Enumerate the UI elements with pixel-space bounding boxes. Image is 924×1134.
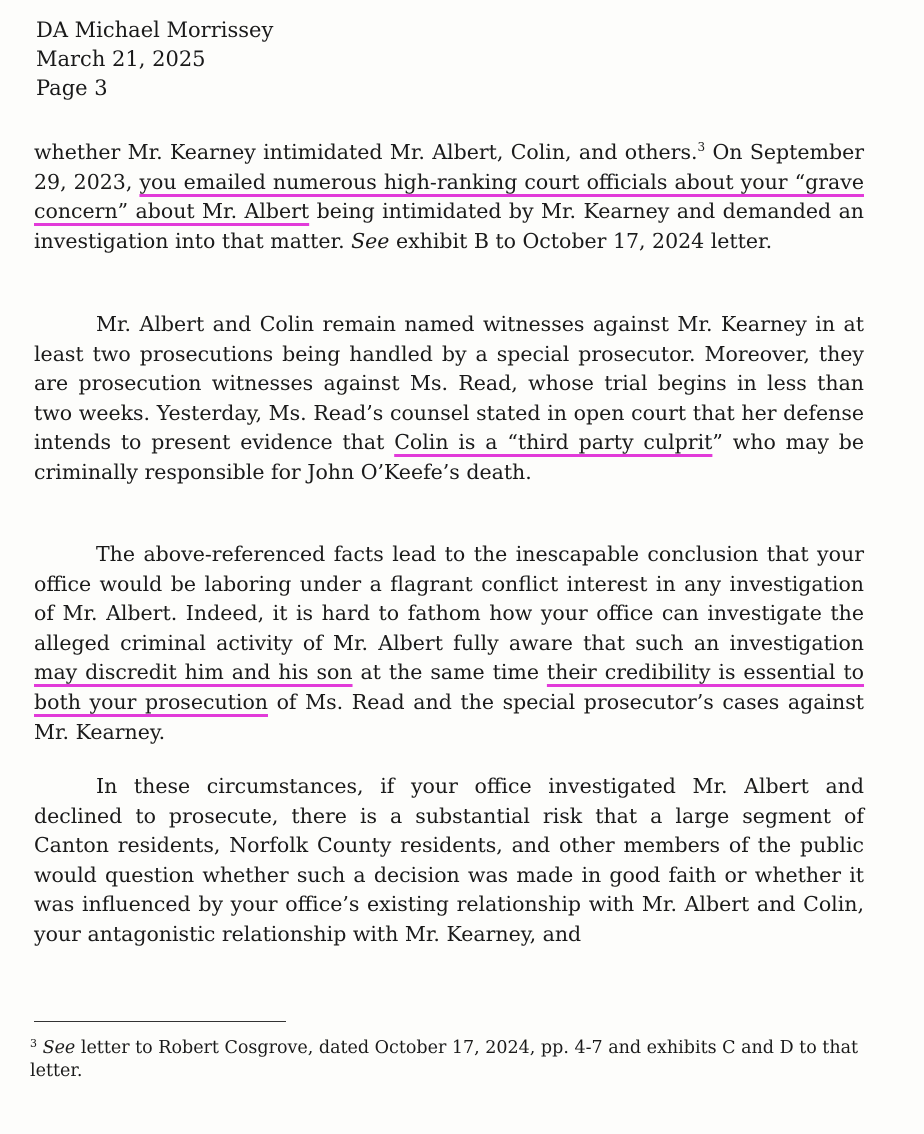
footnote: [30, 1037, 865, 1083]
highlight-credibility: their credibility is essential to both your prosecution: [34, 660, 865, 714]
date-line: March 21, 2025: [36, 47, 206, 71]
highlight-discredit: may discredit him and his son: [34, 660, 353, 685]
letter-header: [36, 16, 273, 103]
paragraph-1: [34, 138, 864, 256]
paragraph-3: [34, 540, 864, 747]
para1-text-b: On September 29, 2023,: [34, 140, 864, 194]
para1-text-c: being intimidated by Mr. Kearney and demanded an investigation into that matter.: [34, 199, 864, 253]
footnote-divider: [34, 1021, 286, 1022]
para1-text-a: whether Mr. Kearney intimidated Mr. Albert, Colin, and others.: [34, 140, 698, 164]
para3-text-a: The above-referenced facts lead to the inescapable conclusion that your office would be laboring under a flagrant conflict interest in any investigation of Mr. Albert. Indeed, it is hard to fathom how your office can investigate the alleged criminal activity of Mr. Albert fully aware that such an investigation: [34, 542, 864, 655]
para4-text: In these circumstances, if your office investigated Mr. Albert and declined to prosecute, there is a substantial risk that a large segment of Canton residents, Norfolk County residents, and other members of the public would question whether such a decision was made in good faith or whether it was influenced by your office’s existing relationship with Mr. Albert and Colin, your antagonistic relationship with Mr. Kearney, and: [34, 774, 864, 946]
footnote-number: 3: [30, 1037, 37, 1050]
para3-text-c: of Ms. Read and the special prosecutor’s cases against Mr. Kearney.: [34, 689, 864, 744]
para1-text-d: exhibit B to October 17, 2024 letter.: [389, 228, 773, 253]
para2-text-b: ” who may be criminally responsible for John O’Keefe’s death.: [34, 430, 865, 484]
highlight-court-officials: you emailed numerous high-ranking court officials about your “grave concern” about Mr. Albert: [34, 169, 864, 224]
see-signal: See: [351, 228, 390, 253]
page-number: Page 3: [36, 76, 108, 100]
paragraph-4: [34, 772, 864, 950]
para2-text-a: Mr. Albert and Colin remain named witnesses against Mr. Kearney in at least two prosecutions being handled by a special prosecutor. Moreover, they are prosecution witnesses against Ms. Read, whose trial begins in less than two weeks. Yesterday, Ms. Read’s counsel stated in open court that her defense intends to present evidence that: [34, 312, 864, 455]
footnote-see-signal: See: [42, 1038, 76, 1058]
highlight-third-party-culprit: Colin is a “third party culprit: [394, 430, 713, 455]
para3-text-b: at the same time: [352, 660, 547, 685]
footnote-text: letter to Robert Cosgrove, dated October 17, 2024, pp. 4-7 and exhibits C and D to that letter.: [30, 1038, 859, 1081]
recipient-line: DA Michael Morrissey: [36, 18, 274, 42]
paragraph-2: [34, 310, 864, 488]
footnote-ref: 3: [697, 140, 706, 154]
